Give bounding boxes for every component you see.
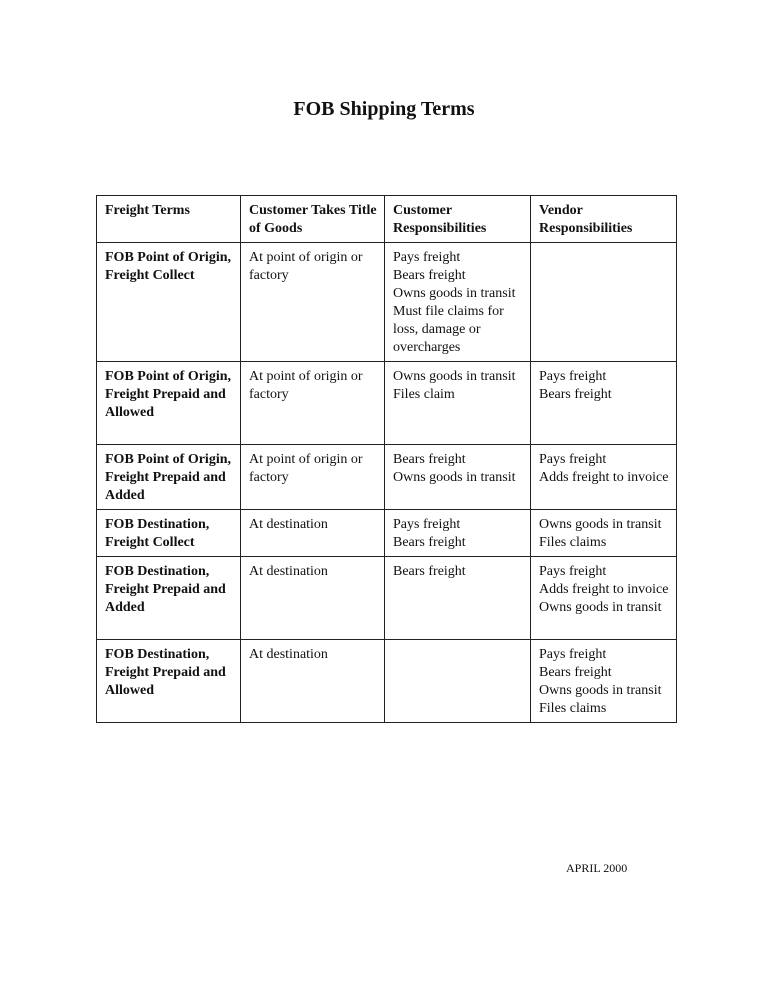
responsibility-item: Adds freight to invoice	[539, 582, 669, 597]
customer-responsibilities-cell	[385, 243, 531, 362]
footer-date: APRIL 2000	[566, 861, 628, 875]
responsibility-item: Owns goods in transit	[539, 600, 662, 615]
table-row	[97, 640, 677, 723]
vendor-responsibilities-cell	[531, 243, 677, 362]
responsibility-item: Bears freight	[393, 452, 466, 467]
customer-responsibilities-cell	[385, 510, 531, 557]
responsibility-item: Must file claims for loss, damage or overcharges	[393, 304, 504, 355]
responsibility-item: Pays freight	[539, 369, 607, 384]
freight-term-cell: FOB Point of Origin, Freight Collect	[97, 243, 241, 362]
freight-term-cell: FOB Point of Origin, Freight Prepaid and Added	[97, 445, 241, 510]
freight-term-cell: FOB Destination, Freight Prepaid and Allowed	[97, 640, 241, 723]
header-customer-responsibilities: Customer Responsibilities	[385, 196, 531, 243]
vendor-responsibilities-cell	[531, 362, 677, 445]
responsibility-item: Pays freight	[539, 564, 607, 579]
responsibility-item: Pays freight	[393, 517, 461, 532]
page-title: FOB Shipping Terms	[293, 98, 475, 120]
table-row	[97, 445, 677, 510]
customer-responsibilities-cell	[385, 557, 531, 640]
responsibility-item: Owns goods in transit	[393, 369, 516, 384]
freight-term-cell: FOB Point of Origin, Freight Prepaid and Allowed	[97, 362, 241, 445]
title-of-goods-cell: At point of origin or factory	[241, 445, 385, 510]
responsibility-item: Owns goods in transit	[393, 470, 516, 485]
responsibility-item: Pays freight	[539, 452, 607, 467]
title-of-goods-cell: At destination	[241, 510, 385, 557]
vendor-responsibilities-cell	[531, 510, 677, 557]
table-row	[97, 510, 677, 557]
responsibility-item: Files claim	[393, 387, 455, 402]
customer-responsibilities-cell	[385, 362, 531, 445]
header-customer-takes-title: Customer Takes Title of Goods	[241, 196, 385, 243]
title-of-goods-cell: At point of origin or factory	[241, 243, 385, 362]
table-row	[97, 362, 677, 445]
responsibility-item: Bears freight	[539, 665, 612, 680]
table-row	[97, 557, 677, 640]
responsibility-item: Bears freight	[393, 535, 466, 550]
responsibility-item: Owns goods in transit	[539, 517, 662, 532]
table-row	[97, 243, 677, 362]
freight-term-cell: FOB Destination, Freight Collect	[97, 510, 241, 557]
fob-terms-table	[96, 195, 677, 723]
customer-responsibilities-cell	[385, 640, 531, 723]
vendor-responsibilities-cell	[531, 445, 677, 510]
responsibility-item: Bears freight	[393, 268, 466, 283]
vendor-responsibilities-cell	[531, 640, 677, 723]
responsibility-item: Bears freight	[539, 387, 612, 402]
responsibility-item: Files claims	[539, 701, 607, 716]
responsibility-item: Adds freight to invoice	[539, 470, 669, 485]
responsibility-item: Pays freight	[393, 250, 461, 265]
title-of-goods-cell: At destination	[241, 640, 385, 723]
customer-responsibilities-cell	[385, 445, 531, 510]
vendor-responsibilities-cell	[531, 557, 677, 640]
responsibility-item: Pays freight	[539, 647, 607, 662]
header-vendor-responsibilities: Vendor Responsibilities	[531, 196, 677, 243]
title-of-goods-cell: At point of origin or factory	[241, 362, 385, 445]
responsibility-item: Owns goods in transit	[539, 683, 662, 698]
header-freight-terms: Freight Terms	[97, 196, 241, 243]
responsibility-item: Bears freight	[393, 564, 466, 579]
responsibility-item: Files claims	[539, 535, 607, 550]
table-header-row	[97, 196, 677, 243]
title-of-goods-cell: At destination	[241, 557, 385, 640]
freight-term-cell: FOB Destination, Freight Prepaid and Added	[97, 557, 241, 640]
responsibility-item: Owns goods in transit	[393, 286, 516, 301]
